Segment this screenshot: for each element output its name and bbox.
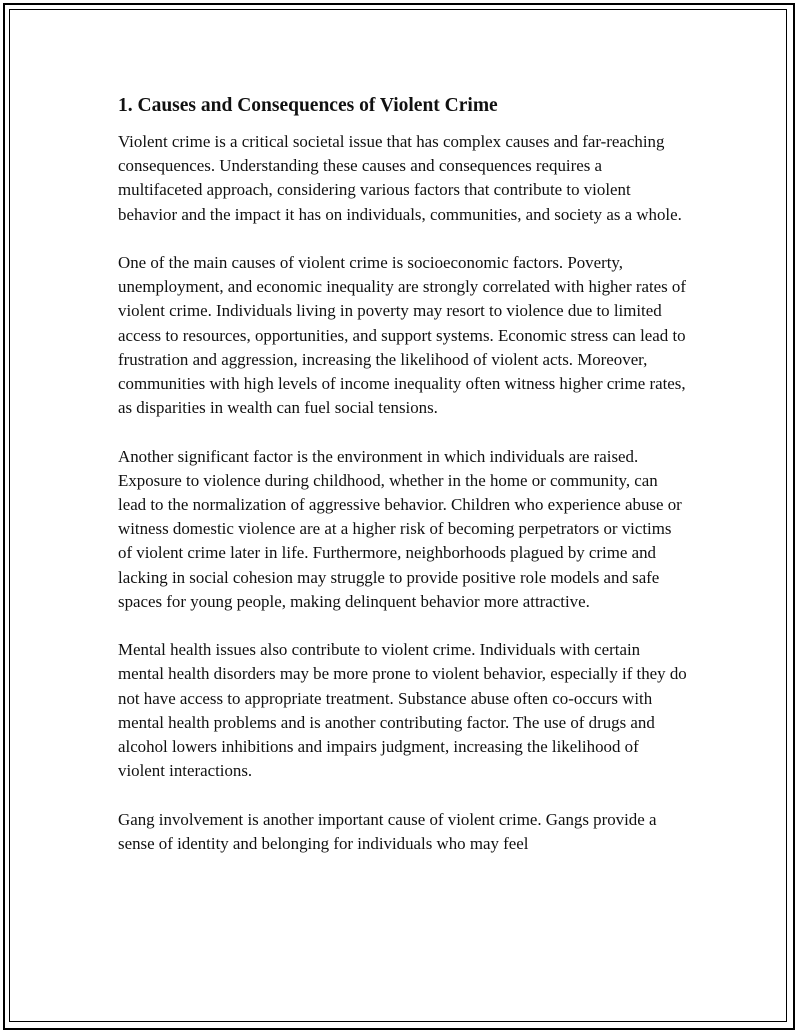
paragraph-mental-health: Mental health issues also contribute to violent crime. Individuals with certain mental health disorders may be more prone to violent behavior, especially if they do not have access to appropriate treatment. Substance abuse often co-occurs with mental health problems and is another contributing factor. The use of drugs and alcohol lowers inhibitions and impairs judgment, increasing the likelihood of violent interactions. — [118, 640, 687, 781]
paragraph-environment: Another significant factor is the environment in which individuals are raised. Exposure to violence during childhood, whether in the home or community, can lead to the normalization of aggressive behavior. Children who experience abuse or witness domestic violence are at a higher risk of becoming perpetrators or victims of violent crime later in life. Furthermore, neighborhoods plagued by crime and lacking in social cohesion may struggle to provide positive role models and safe spaces for young people, making delinquent behavior more attractive. — [118, 446, 682, 611]
document-body — [118, 92, 688, 880]
section-title: 1. Causes and Consequences of Violent Crime — [118, 95, 498, 116]
paragraph-socioeconomic: One of the main causes of violent crime is socioeconomic factors. Poverty, unemployment, and economic inequality are strongly correlated with higher rates of violent crime. Individuals living in poverty may resort to violence due to limited access to resources, opportunities, and support systems. Economic stress can lead to frustration and aggression, increasing the likelihood of violent acts. Moreover, communities with high levels of income inequality often witness higher crime rates, as disparities in wealth can fuel social tensions. — [118, 253, 686, 418]
paragraph-gang-involvement: Gang involvement is another important cause of violent crime. Gangs provide a sense of identity and belonging for individuals who may feel — [118, 809, 657, 853]
paragraph-intro: Violent crime is a critical societal issue that has complex causes and far-reaching consequences. Understanding these causes and consequences requires a multifaceted approach, considering various factors that contribute to violent behavior and the impact it has on individuals, communities, and society as a whole. — [118, 132, 682, 224]
